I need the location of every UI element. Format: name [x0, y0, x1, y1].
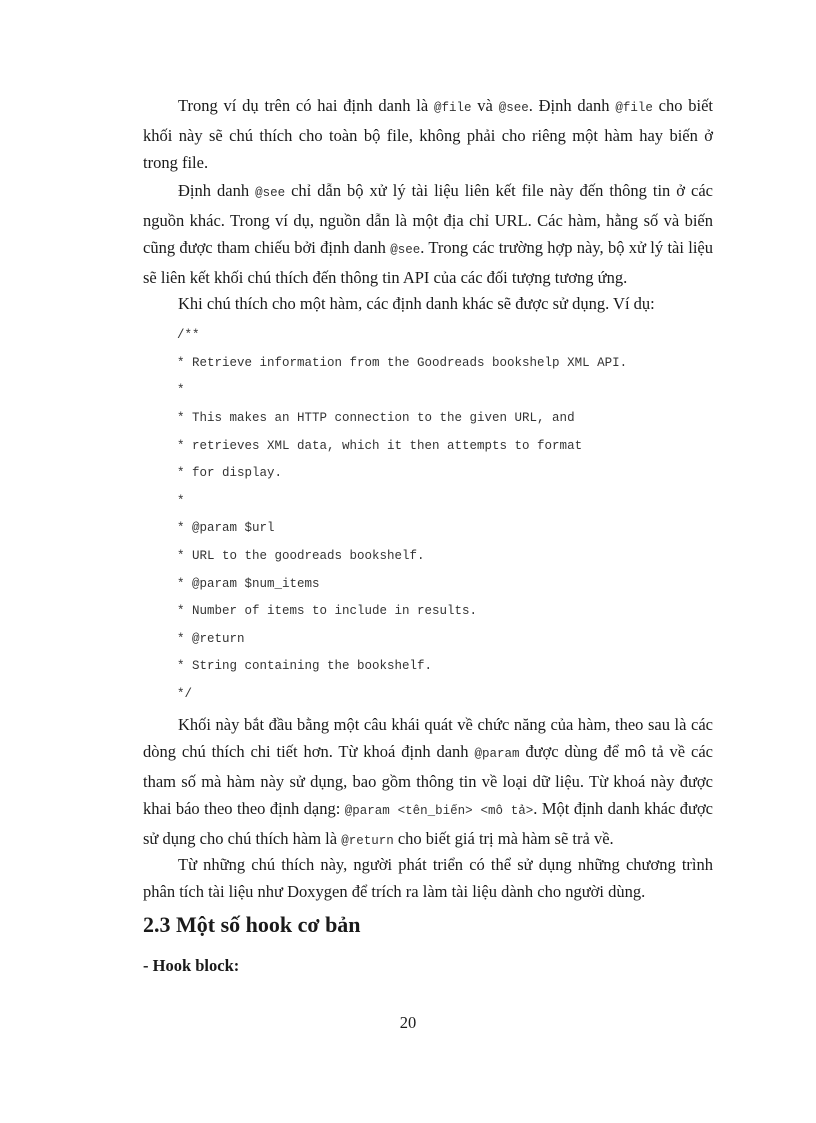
- text: Định danh: [178, 181, 256, 200]
- code-line: * for display.: [177, 466, 283, 480]
- text: . Một định danh khác được sử dụng cho chú thích hàm là: [143, 799, 713, 848]
- inline-code: @return: [341, 834, 394, 848]
- code-line: *: [177, 494, 185, 508]
- text: cho biết giá trị mà hàm sẽ trả về.: [393, 829, 614, 848]
- code-line: */: [177, 687, 193, 701]
- inline-code: @see: [498, 101, 529, 115]
- code-line: * @param $num_items: [177, 577, 320, 591]
- inline-code: @param <tên_biến> <mô tả>: [344, 804, 534, 818]
- text: Trong ví dụ trên có hai định danh là: [178, 96, 434, 115]
- code-line: *: [177, 383, 185, 397]
- code-line: /**: [177, 328, 200, 342]
- paragraph-function-intro: Khi chú thích cho một hàm, các định danh khác sẽ được sử dụng. Ví dụ:: [178, 294, 655, 313]
- paragraph-doxygen: Từ những chú thích này, người phát triển có thể sử dụng những chương trình phân tích tài liệu như Doxygen để trích ra làm tài liệu dành cho người dùng.: [143, 855, 713, 901]
- inline-code: @see: [390, 243, 421, 257]
- paragraph-file-see-tags: [143, 92, 713, 176]
- section-heading: 2.3 Một số hook cơ bản: [143, 912, 361, 937]
- code-line: * Number of items to include in results.: [177, 604, 478, 618]
- inline-code: @file: [433, 101, 472, 115]
- inline-code: @param: [474, 747, 520, 761]
- code-line: * Retrieve information from the Goodreads bookshelp XML API.: [177, 356, 628, 370]
- page-number: 20: [399, 1013, 417, 1032]
- code-line: * retrieves XML data, which it then attempts to format: [177, 439, 583, 453]
- paragraph-see-tag: [143, 177, 713, 291]
- text: Khối này bắt đầu bằng một câu khái quát về chức năng của hàm, theo sau là các dòng chú thích chi tiết hơn. Từ khoá định danh: [143, 715, 713, 761]
- code-line: * This makes an HTTP connection to the given URL, and: [177, 411, 575, 425]
- paragraph-param-explanation: [143, 711, 713, 855]
- inline-code: @see: [255, 186, 286, 200]
- text: được dùng để mô tả về các tham số mà hàm này sử dụng, bao gồm thông tin về loại dữ liệu. Từ khoá này được khai báo theo theo định dạng:: [143, 742, 713, 818]
- code-line: * URL to the goodreads bookshelf.: [177, 549, 425, 563]
- text: chỉ dẫn bộ xử lý tài liệu liên kết file này đến thông tin ở các nguồn khác. Trong ví dụ, nguồn dẫn là một địa chỉ URL. Các hàm, hằng số và biến cũng được tham chiếu bởi định danh: [143, 181, 713, 257]
- text: cho biết khối này sẽ chú thích cho toàn bộ file, không phải cho riêng một hàm hay biến ở trong file.: [143, 96, 713, 172]
- code-line: * @param $url: [177, 521, 275, 535]
- text: . Trong các trường hợp này, bộ xử lý tài liệu sẽ liên kết khối chú thích đến thông tin API của các đối tượng tương ứng.: [143, 238, 713, 287]
- text: . Định danh: [528, 96, 616, 115]
- text: và: [471, 96, 499, 115]
- code-line: * String containing the bookshelf.: [177, 659, 433, 673]
- code-line: * @return: [177, 632, 245, 646]
- inline-code: @file: [615, 101, 653, 115]
- subsection-heading: - Hook block:: [143, 956, 240, 975]
